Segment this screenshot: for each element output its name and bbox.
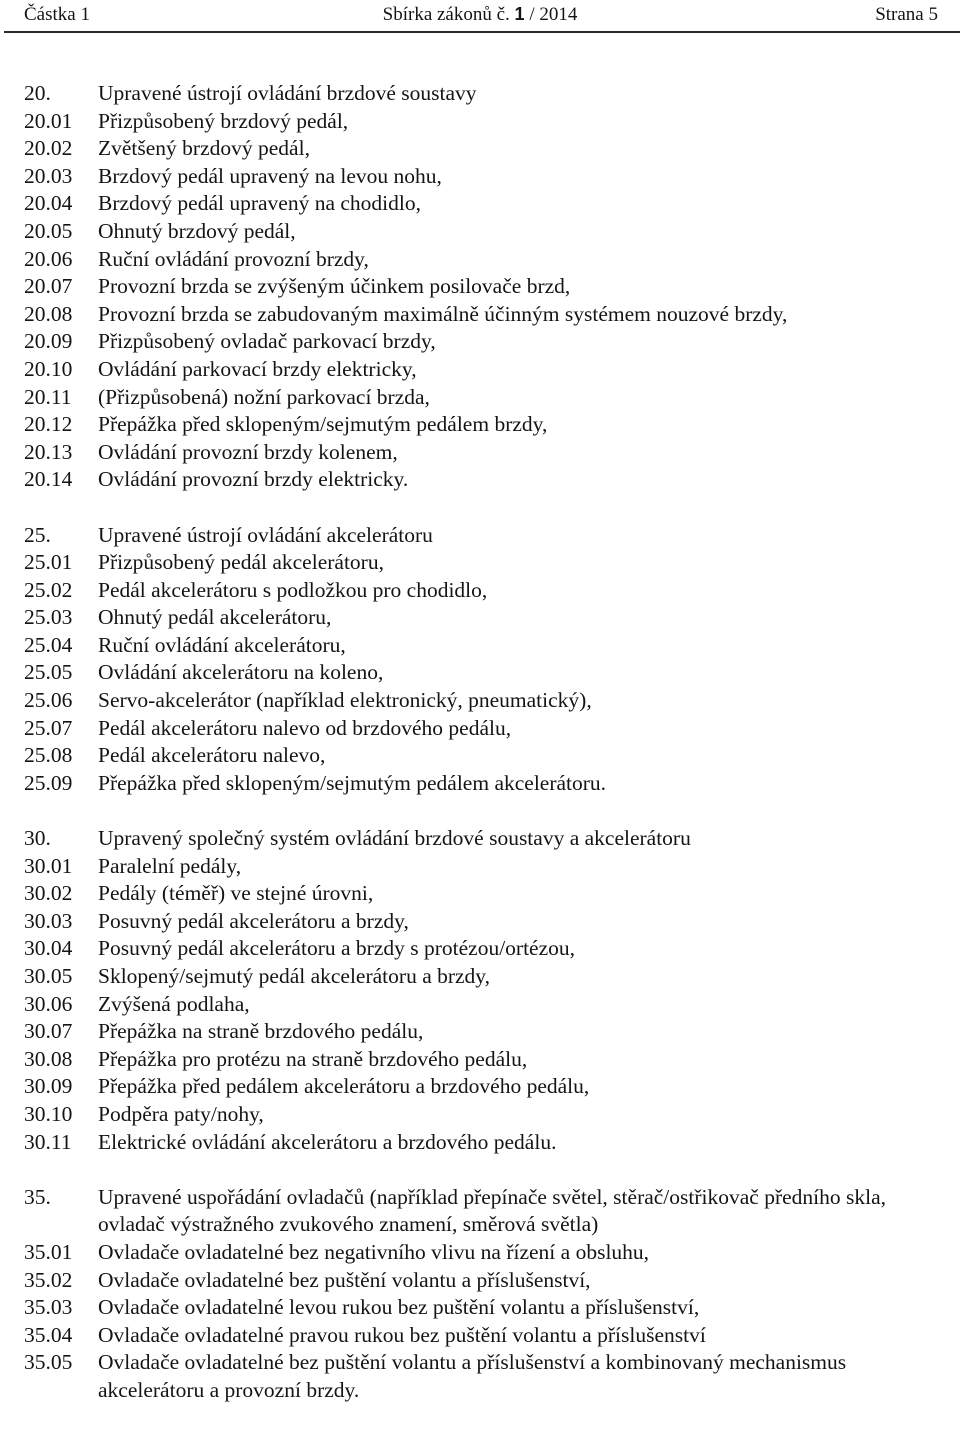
list-item [24, 411, 944, 439]
item-text: Pedál akcelerátoru nalevo od brzdového pedálu, [98, 715, 512, 740]
list-item [24, 880, 944, 908]
item-code: 20.08 [24, 301, 73, 326]
list-item [24, 1294, 944, 1322]
item-text: Posuvný pedál akcelerátoru a brzdy, [98, 908, 409, 933]
item-text: Ovladače ovladatelné bez negativního vlivu na řízení a obsluhu, [98, 1239, 650, 1264]
item-code: 20.13 [24, 439, 73, 464]
item-code: 30.01 [24, 853, 73, 878]
list-item [24, 935, 944, 963]
item-text: Provozní brzda se zvýšeným účinkem posilovače brzd, [98, 274, 571, 299]
list-item [24, 301, 944, 329]
item-code: 35.02 [24, 1267, 73, 1292]
list-item [24, 742, 944, 770]
header-rule [4, 31, 960, 33]
list-item [24, 991, 944, 1019]
item-text: Přepážka před sklopeným/sejmutým pedálem brzdy, [98, 412, 548, 437]
list-item [24, 135, 944, 163]
list-item [24, 80, 944, 108]
item-code: 35. [24, 1184, 51, 1209]
item-code: 35.03 [24, 1295, 73, 1320]
item-text: Ovládání provozní brzdy kolenem, [98, 439, 398, 464]
item-text: Přepážka před pedálem akcelerátoru a brzdového pedálu, [98, 1074, 590, 1099]
item-code: 25.04 [24, 632, 73, 657]
item-text: Přizpůsobený pedál akcelerátoru, [98, 550, 384, 575]
item-text: Podpěra paty/nohy, [98, 1101, 264, 1126]
item-text: Ovladače ovladatelné pravou rukou bez puštění volantu a příslušenství [98, 1322, 706, 1347]
item-code: 20.11 [24, 384, 72, 409]
item-code: 25.03 [24, 605, 73, 630]
item-code: 30.02 [24, 881, 73, 906]
header-collection-number: 1 [514, 4, 525, 24]
item-text: Přepážka před sklopeným/sejmutým pedálem akcelerátoru. [98, 770, 607, 795]
list-item [24, 246, 944, 274]
item-text: Přepážka pro protézu na straně brzdového pedálu, [98, 1046, 528, 1071]
list-item [24, 549, 944, 577]
item-text: Posuvný pedál akcelerátoru a brzdy s protézou/ortézou, [98, 936, 576, 961]
list-item [24, 577, 944, 605]
item-text: Ohnutý pedál akcelerátoru, [98, 605, 332, 630]
item-code: 35.01 [24, 1239, 73, 1264]
item-text: Upravené ústrojí ovládání brzdové soustavy [98, 81, 477, 105]
item-text: Sklopený/sejmutý pedál akcelerátoru a brzdy, [98, 964, 491, 988]
item-code: 30.09 [24, 1074, 73, 1099]
item-code: 20.01 [24, 108, 73, 133]
item-code: 30.06 [24, 991, 73, 1016]
list-item [24, 1322, 944, 1350]
item-code: 30.08 [24, 1046, 73, 1071]
header-collection [0, 4, 960, 26]
item-code: 30. [24, 826, 51, 851]
item-code: 25.09 [24, 770, 73, 795]
item-text: Ovládání parkovací brzdy elektricky, [98, 356, 417, 381]
item-code: 20.10 [24, 356, 73, 381]
item-text: Ovladače ovladatelné levou rukou bez puštění volantu a příslušenství, [98, 1295, 700, 1320]
item-code: 25.08 [24, 743, 73, 768]
page-header [0, 0, 960, 30]
item-code: 30.07 [24, 1019, 73, 1044]
section [24, 522, 944, 798]
document-body [24, 80, 944, 1432]
item-code: 25.07 [24, 715, 73, 740]
item-text: Ruční ovládání provozní brzdy, [98, 246, 369, 271]
list-item [24, 604, 944, 632]
item-text: Ohnutý brzdový pedál, [98, 218, 296, 243]
list-item [24, 439, 944, 467]
item-text: Upravené uspořádání ovladačů (například přepínače světel, stěrač/ostřikovač předního skla, ovladač výstražného zvukového znamení, směrová světla) [98, 1184, 887, 1237]
list-item [24, 1184, 944, 1239]
section [24, 825, 944, 1156]
item-text: Ovládání akcelerátoru na koleno, [98, 660, 384, 685]
item-code: 30.11 [24, 1129, 72, 1154]
item-text: Ovladače ovladatelné bez puštění volantu a příslušenství, [98, 1267, 591, 1292]
list-item [24, 715, 944, 743]
item-code: 20.09 [24, 329, 73, 354]
item-text: Paralelní pedály, [98, 853, 242, 878]
list-item [24, 687, 944, 715]
item-text: Upravený společný systém ovládání brzdové soustavy a akcelerátoru [98, 826, 691, 851]
item-text: Zvýšená podlaha, [98, 991, 250, 1016]
item-code: 20.14 [24, 467, 73, 492]
item-text: Zvětšený brzdový pedál, [98, 136, 310, 161]
list-item [24, 963, 944, 991]
section [24, 1184, 944, 1405]
item-code: 20.05 [24, 218, 73, 243]
list-item [24, 908, 944, 936]
list-item [24, 108, 944, 136]
item-text: Elektrické ovládání akcelerátoru a brzdového pedálu. [98, 1129, 557, 1154]
item-code: 20.12 [24, 412, 73, 437]
list-item [24, 659, 944, 687]
list-item [24, 853, 944, 881]
item-text: Přizpůsobený brzdový pedál, [98, 108, 349, 133]
item-text: Přepážka na straně brzdového pedálu, [98, 1019, 424, 1044]
item-code: 20.03 [24, 163, 73, 188]
item-text: Upravené ústrojí ovládání akcelerátoru [98, 522, 433, 547]
item-code: 25.01 [24, 550, 73, 575]
item-text: Ovladače ovladatelné bez puštění volantu a příslušenství a kombinovaný mechanismus akcelerátoru a provozní brzdy. [98, 1350, 847, 1402]
item-text: Brzdový pedál upravený na chodidlo, [98, 191, 422, 216]
item-text: Ovládání provozní brzdy elektricky. [98, 467, 409, 492]
item-code: 20.04 [24, 191, 73, 216]
header-issue: Částka 1 [24, 4, 90, 25]
item-text: Pedály (téměř) ve stejné úrovni, [98, 881, 374, 906]
list-item [24, 770, 944, 798]
item-code: 25.05 [24, 660, 73, 685]
item-text: (Přizpůsobená) nožní parkovací brzda, [98, 384, 430, 409]
list-item [24, 1101, 944, 1129]
list-item [24, 1129, 944, 1157]
list-item [24, 384, 944, 412]
section [24, 80, 944, 494]
list-item [24, 273, 944, 301]
item-code: 20. [24, 81, 51, 105]
item-code: 30.10 [24, 1101, 73, 1126]
item-text: Brzdový pedál upravený na levou nohu, [98, 163, 442, 188]
header-collection-suffix: / 2014 [524, 4, 578, 25]
list-item [24, 1073, 944, 1101]
list-item [24, 466, 944, 494]
item-code: 30.05 [24, 964, 73, 988]
item-code: 25. [24, 522, 51, 547]
list-item [24, 356, 944, 384]
item-code: 20.02 [24, 136, 73, 161]
header-collection-prefix: Sbírka zákonů č. [382, 4, 515, 25]
item-code: 20.07 [24, 274, 73, 299]
item-code: 30.04 [24, 936, 73, 961]
item-code: 20.06 [24, 246, 73, 271]
list-item [24, 522, 944, 550]
list-item [24, 190, 944, 218]
list-item [24, 163, 944, 191]
list-item [24, 1239, 944, 1267]
item-code: 25.02 [24, 577, 73, 602]
item-text: Servo-akcelerátor (například elektronický, pneumatický), [98, 688, 592, 713]
item-text: Ruční ovládání akcelerátoru, [98, 632, 346, 657]
item-text: Přizpůsobený ovladač parkovací brzdy, [98, 329, 436, 354]
item-text: Provozní brzda se zabudovaným maximálně účinným systémem nouzové brzdy, [98, 301, 788, 326]
list-item [24, 218, 944, 246]
item-code: 25.06 [24, 688, 73, 713]
list-item [24, 825, 944, 853]
header-page-number: Strana 5 [875, 4, 938, 25]
item-text: Pedál akcelerátoru nalevo, [98, 743, 326, 768]
item-code: 35.05 [24, 1350, 73, 1375]
list-item [24, 1018, 944, 1046]
item-code: 35.04 [24, 1322, 73, 1347]
item-code: 30.03 [24, 908, 73, 933]
list-item [24, 1046, 944, 1074]
list-item [24, 632, 944, 660]
list-item [24, 1267, 944, 1295]
list-item [24, 1349, 944, 1404]
item-text: Pedál akcelerátoru s podložkou pro chodidlo, [98, 577, 488, 602]
list-item [24, 328, 944, 356]
